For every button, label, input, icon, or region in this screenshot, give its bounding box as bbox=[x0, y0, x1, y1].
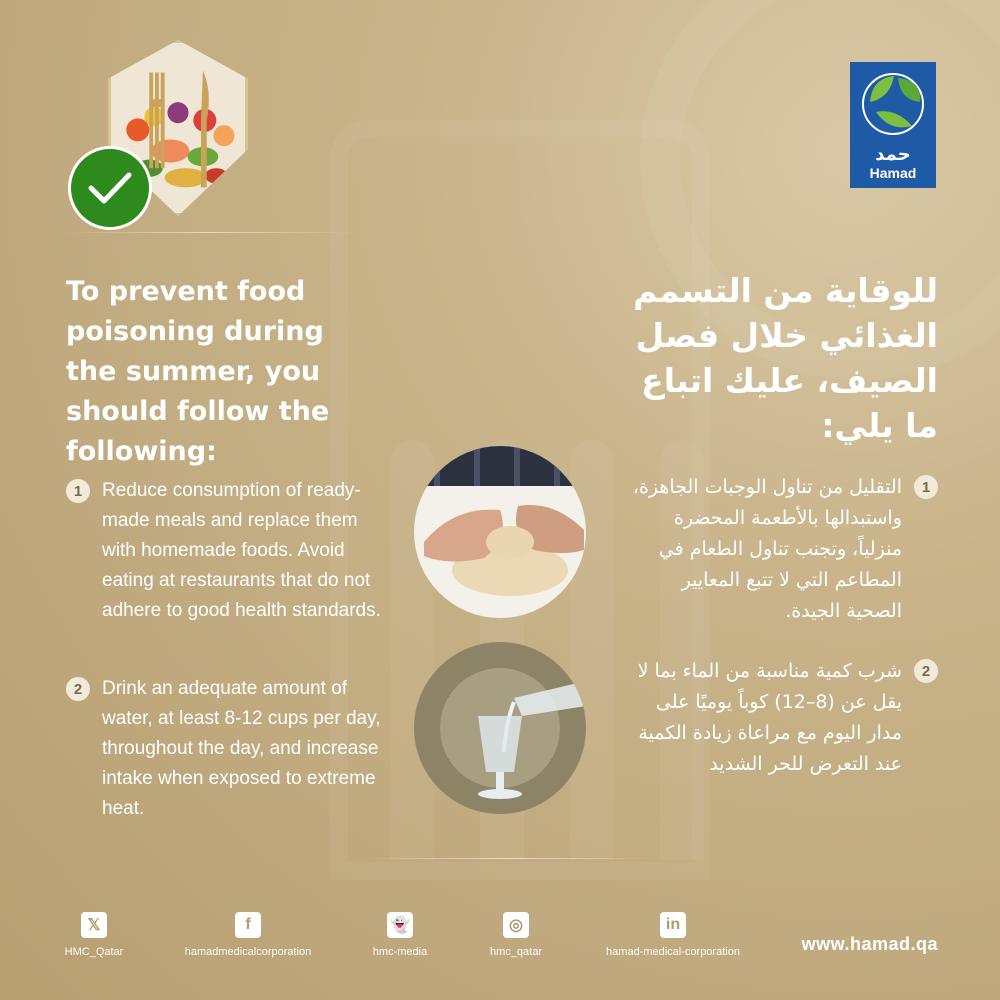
tip-number-badge: 1 bbox=[914, 475, 938, 499]
tip-item-english bbox=[66, 476, 396, 626]
tip-number-badge: 2 bbox=[914, 659, 938, 683]
instagram-icon[interactable]: ◎ bbox=[503, 912, 529, 938]
tip-number-badge: 1 bbox=[66, 479, 90, 503]
tip-number-badge: 2 bbox=[66, 677, 90, 701]
facebook-icon[interactable]: f bbox=[235, 912, 261, 938]
social-x[interactable] bbox=[44, 912, 144, 958]
social-handle[interactable]: HMC_Qatar bbox=[64, 946, 124, 958]
tip-item-english bbox=[66, 674, 396, 824]
hamad-logo bbox=[850, 62, 936, 188]
social-handle[interactable]: hamadmedicalcorporation bbox=[184, 946, 312, 958]
social-handle[interactable]: hmc_qatar bbox=[490, 946, 542, 958]
snapchat-icon[interactable]: 👻 bbox=[387, 912, 413, 938]
logo-english-text: Hamad bbox=[869, 165, 917, 181]
social-snapchat[interactable] bbox=[350, 912, 450, 958]
tip-text-arabic: التقليل من تناول الوجبات الجاهزة، واستبدالها بالأطعمة المحضرة منزلياً، وتجنب تناول الطعام في المطاعم التي لا تتبع المعايير الصحية الجيدة. bbox=[632, 476, 902, 622]
pouring-water-photo bbox=[414, 642, 586, 814]
kneading-dough-photo bbox=[414, 446, 586, 618]
green-checkmark-icon bbox=[68, 146, 152, 230]
website-link[interactable]: www.hamad.qa bbox=[801, 934, 938, 954]
x-icon[interactable]: 𝕏 bbox=[81, 912, 107, 938]
tip-text-english: Reduce consumption of ready-made meals and replace them with homemade foods. Avoid eating at restaurants that do not adhere to good health standards. bbox=[102, 480, 381, 621]
tip-item-arabic bbox=[608, 656, 938, 780]
divider bbox=[60, 232, 360, 233]
leaf-logo-icon bbox=[850, 62, 936, 142]
social-handle[interactable]: hmc-media bbox=[372, 946, 428, 958]
tip-text-arabic: شرب كمية مناسبة من الماء بما لا يقل عن (8–12) كوباً يوميًا على مدار اليوم مع مراعاة زيادة الكمية عند التعرض للحر الشديد bbox=[637, 660, 902, 775]
page-title-english: To prevent food poisoning during the summer, you should follow the following: bbox=[66, 276, 330, 467]
tip-item-arabic bbox=[608, 472, 938, 627]
social-instagram[interactable] bbox=[466, 912, 566, 958]
tip-text-english: Drink an adequate amount of water, at least 8-12 cups per day, throughout the day, and increase intake when exposed to extreme heat. bbox=[102, 678, 381, 819]
page-title-arabic: للوقاية من التسمم الغذائي خلال فصل الصيف، عليك اتباع ما يلي: bbox=[633, 271, 938, 445]
divider bbox=[360, 858, 660, 859]
social-facebook[interactable] bbox=[178, 912, 318, 958]
social-linkedin[interactable] bbox=[598, 912, 748, 958]
social-handle[interactable]: hamad-medical-corporation bbox=[606, 946, 740, 958]
logo-arabic-text: حمد bbox=[875, 144, 911, 165]
linkedin-icon[interactable]: in bbox=[660, 912, 686, 938]
